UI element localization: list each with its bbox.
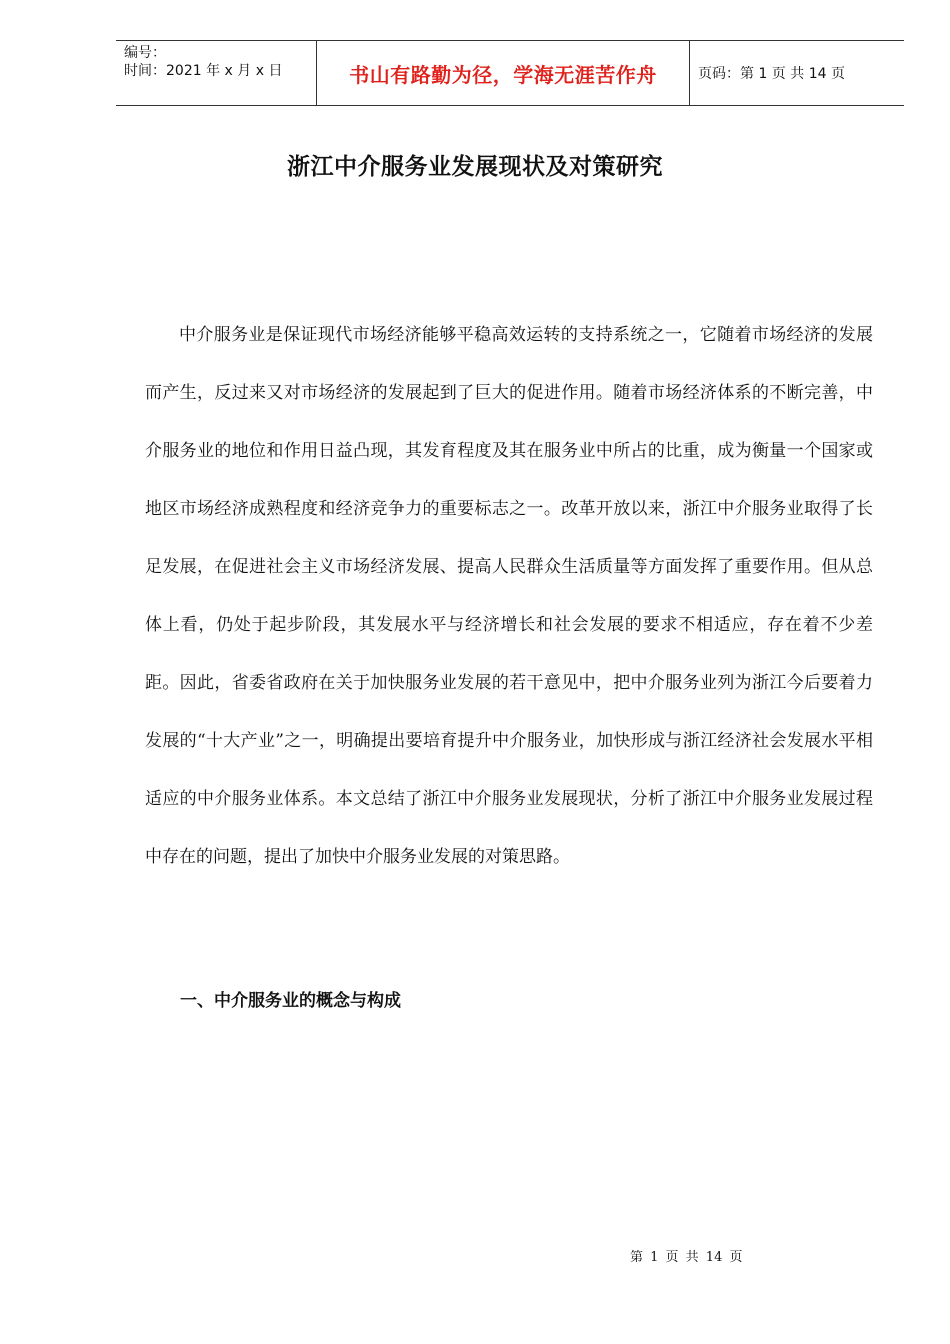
- serial-number-label: 编号：: [124, 45, 166, 61]
- header-page-info: 页码：第 1 页 共 14 页: [698, 66, 845, 82]
- header-meta: [116, 41, 316, 105]
- date-label: 时间：2021 年 x 月 x 日: [124, 63, 283, 79]
- section-heading: 一、中介服务业的概念与构成: [180, 991, 401, 1011]
- body-paragraph: 中介服务业是保证现代市场经济能够平稳高效运转的支持系统之一，它随着市场经济的发展而产生，反过来又对市场经济的发展起到了巨大的促进作用。随着市场经济体系的不断完善，中介服务业的地位和作用日益凸现，其发育程度及其在服务业中所占的比重，成为衡量一个国家或地区市场经济成熟程度和经济竞争力的重要标志之一。改革开放以来，浙江中介服务业取得了长足发展，在促进社会主义市场经济发展、提高人民群众生活质量等方面发挥了重要作用。但从总体上看，仍处于起步阶段，其发展水平与经济增长和社会发展的要求不相适应，存在着不少差距。因此，省委省政府在关于加快服务业发展的若干意见中，把中介服务业列为浙江今后要着力发展的“十大产业”之一，明确提出要培育提升中介服务业，加快形成与浙江经济社会发展水平相适应的中介服务业体系。本文总结了浙江中介服务业发展现状，分析了浙江中介服务业发展过程中存在的问题，提出了加快中介服务业发展的对策思路。: [145, 325, 873, 867]
- document-title: 浙江中介服务业发展现状及对策研究: [287, 153, 663, 180]
- page-header: [116, 40, 904, 106]
- header-motto: 书山有路勤为径，学海无涯苦作舟: [316, 41, 690, 105]
- page-footer: 第 1 页 共 14 页: [630, 1250, 743, 1265]
